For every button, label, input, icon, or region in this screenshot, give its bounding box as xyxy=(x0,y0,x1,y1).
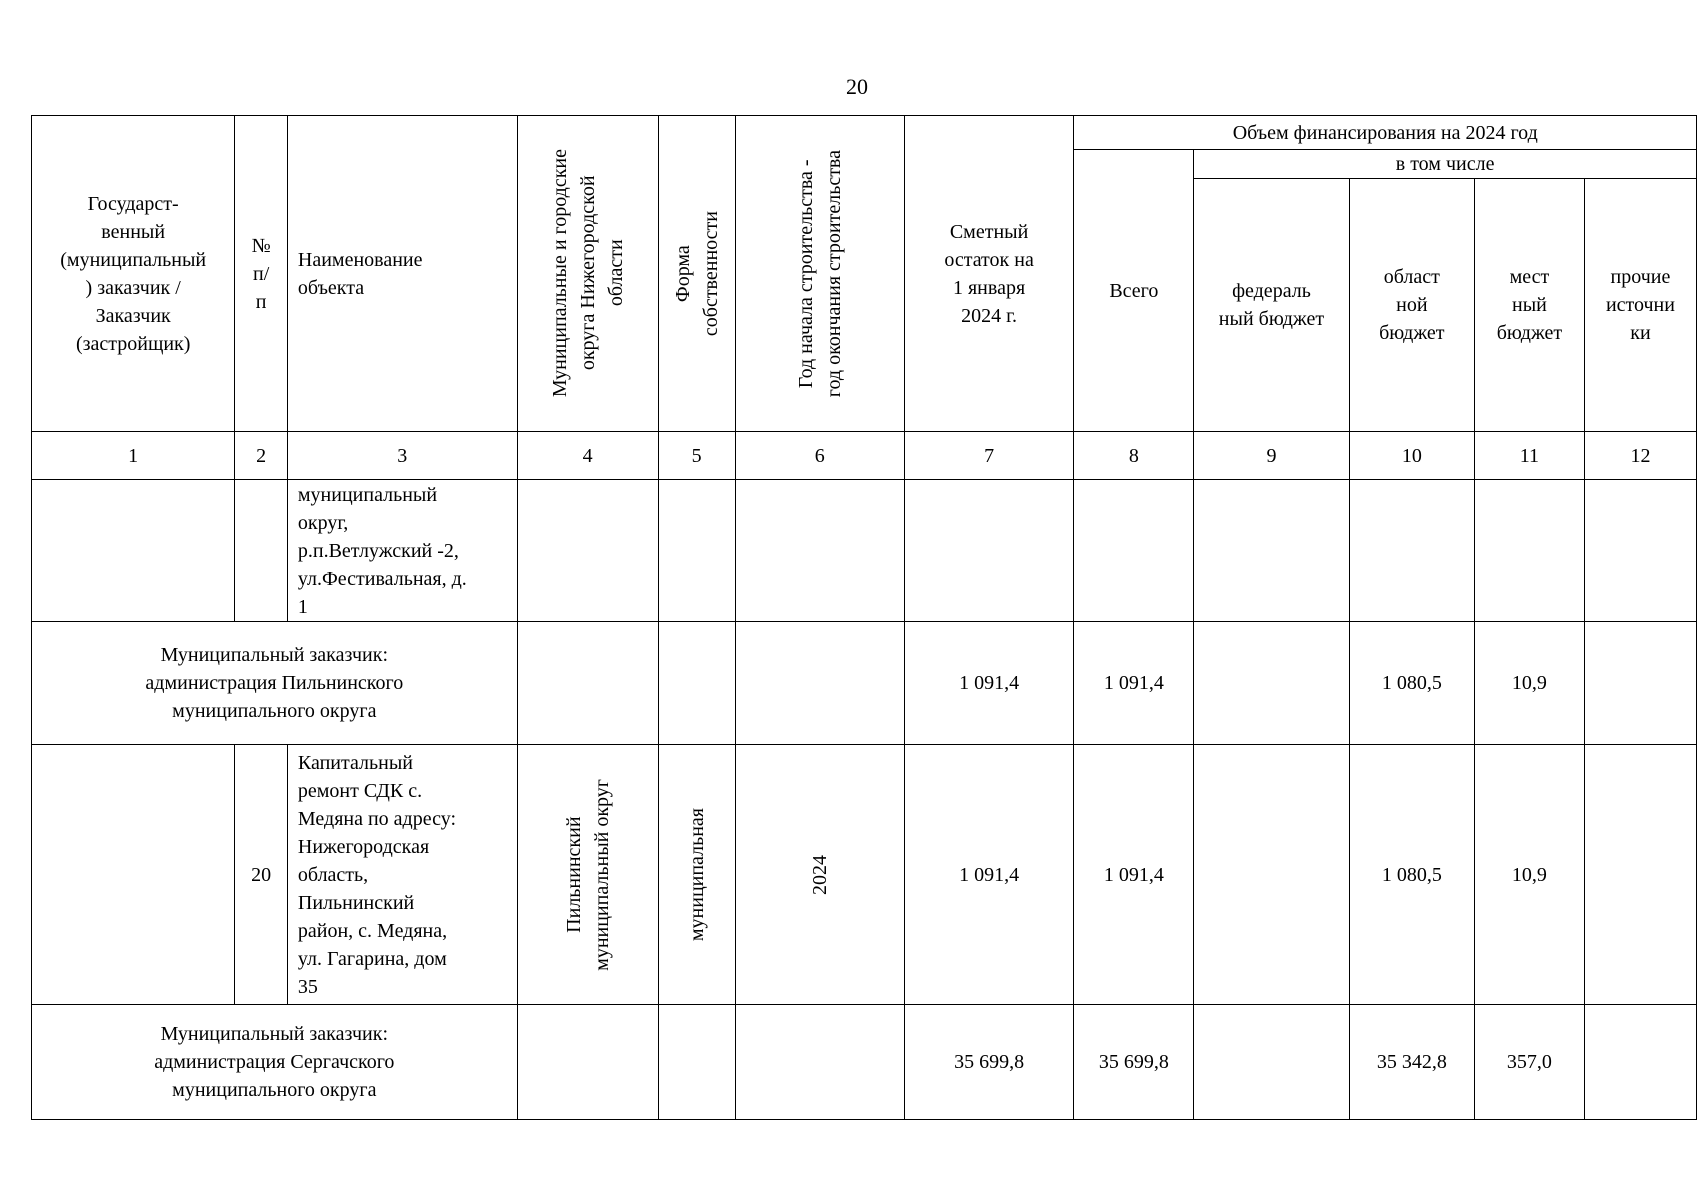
other-value xyxy=(1584,1005,1696,1120)
cell-empty xyxy=(32,480,235,622)
header-customer: Государст- венный (муниципальный ) заказчик / Заказчик (застройщик) xyxy=(32,116,235,432)
cell-empty xyxy=(735,622,904,745)
estimate-value: 1 091,4 xyxy=(904,745,1074,1005)
customer-label: Муниципальный заказчик: администрация Пильнинского муниципального округа xyxy=(32,622,518,745)
object-name-continuation: муниципальный округ, р.п.Ветлужский -2, ул.Фестивальная, д. 1 xyxy=(287,480,517,622)
header-object-name: Наименование объекта xyxy=(287,116,517,432)
object-years xyxy=(735,745,904,1005)
cell-empty xyxy=(1349,480,1474,622)
header-local: мест ный бюджет xyxy=(1474,179,1584,432)
local-value: 357,0 xyxy=(1474,1005,1584,1120)
cell-empty xyxy=(658,1005,735,1120)
cell-empty xyxy=(32,745,235,1005)
other-value xyxy=(1584,622,1696,745)
table-row xyxy=(32,480,1697,622)
cell-empty xyxy=(1474,480,1584,622)
cell-empty xyxy=(235,480,288,622)
header-estimate: Сметный остаток на 1 января 2024 г. xyxy=(904,116,1074,432)
cell-empty xyxy=(658,480,735,622)
column-number: 8 xyxy=(1074,432,1194,480)
federal-value xyxy=(1194,622,1349,745)
cell-empty xyxy=(735,1005,904,1120)
regional-value: 1 080,5 xyxy=(1349,745,1474,1005)
object-ownership-text: муниципальная xyxy=(685,807,708,942)
cell-empty xyxy=(517,480,658,622)
column-number: 7 xyxy=(904,432,1074,480)
cell-empty xyxy=(517,1005,658,1120)
header-total: Всего xyxy=(1074,150,1194,432)
financing-table xyxy=(31,115,1697,1120)
customer-row xyxy=(32,1005,1697,1120)
column-numbers-row xyxy=(32,432,1697,480)
column-number: 12 xyxy=(1584,432,1696,480)
cell-empty xyxy=(904,480,1074,622)
header-ownership-text: Форма собственности xyxy=(671,210,722,337)
cell-empty xyxy=(517,622,658,745)
header-municipality-text: Муниципальные и городские округа Нижегородской области xyxy=(548,149,627,398)
header-ownership xyxy=(658,116,735,432)
column-number: 9 xyxy=(1194,432,1349,480)
column-number: 4 xyxy=(517,432,658,480)
object-municipality-text: Пильнинский муниципальный округ xyxy=(562,778,613,971)
customer-row xyxy=(32,622,1697,745)
page-number: 20 xyxy=(846,74,868,99)
local-value: 10,9 xyxy=(1474,622,1584,745)
estimate-value: 35 699,8 xyxy=(904,1005,1074,1120)
object-name: Капитальный ремонт СДК с. Медяна по адресу: Нижегородская область, Пильнинский район, с. Медяна, ул. Гагарина, дом 35 xyxy=(287,745,517,1005)
column-number: 3 xyxy=(287,432,517,480)
header-federal: федераль ный бюджет xyxy=(1194,179,1349,432)
header-including: в том числе xyxy=(1194,150,1697,179)
column-number: 11 xyxy=(1474,432,1584,480)
object-years-text: 2024 xyxy=(808,854,831,895)
header-municipality xyxy=(517,116,658,432)
total-value: 35 699,8 xyxy=(1074,1005,1194,1120)
object-municipality xyxy=(517,745,658,1005)
customer-label: Муниципальный заказчик: администрация Сергачского муниципального округа xyxy=(32,1005,518,1120)
local-value: 10,9 xyxy=(1474,745,1584,1005)
header-financing-group: Объем финансирования на 2024 год xyxy=(1074,116,1697,150)
header-other: прочие источни ки xyxy=(1584,179,1696,432)
column-number: 1 xyxy=(32,432,235,480)
object-number: 20 xyxy=(235,745,288,1005)
header-number: № п/ п xyxy=(235,116,288,432)
cell-empty xyxy=(1074,480,1194,622)
object-row xyxy=(32,745,1697,1005)
federal-value xyxy=(1194,745,1349,1005)
total-value: 1 091,4 xyxy=(1074,622,1194,745)
column-number: 2 xyxy=(235,432,288,480)
column-number: 5 xyxy=(658,432,735,480)
other-value xyxy=(1584,745,1696,1005)
cell-empty xyxy=(735,480,904,622)
header-years-text: Год начала строительства - год окончания строительства xyxy=(794,149,845,398)
regional-value: 35 342,8 xyxy=(1349,1005,1474,1120)
cell-empty xyxy=(1584,480,1696,622)
cell-empty xyxy=(658,622,735,745)
regional-value: 1 080,5 xyxy=(1349,622,1474,745)
federal-value xyxy=(1194,1005,1349,1120)
header-regional: област ной бюджет xyxy=(1349,179,1474,432)
object-ownership xyxy=(658,745,735,1005)
column-number: 6 xyxy=(735,432,904,480)
total-value: 1 091,4 xyxy=(1074,745,1194,1005)
column-number: 10 xyxy=(1349,432,1474,480)
estimate-value: 1 091,4 xyxy=(904,622,1074,745)
cell-empty xyxy=(1194,480,1349,622)
header-years xyxy=(735,116,904,432)
